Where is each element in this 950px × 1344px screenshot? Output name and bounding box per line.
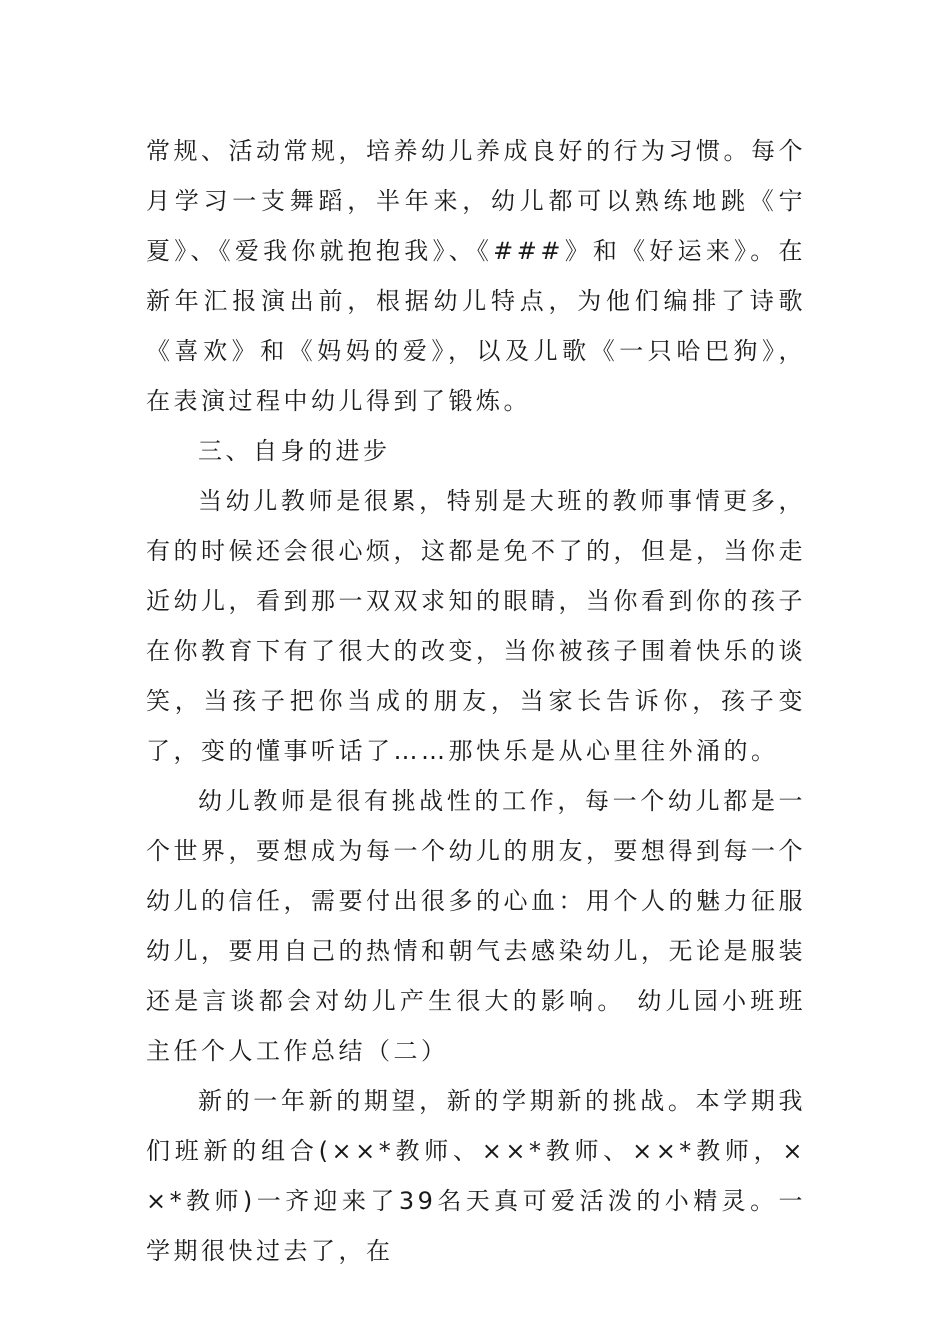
paragraph-teacher-challenge: 幼儿教师是很有挑战性的工作，每一个幼儿都是一个世界，要想成为每一个幼儿的朋友，要想得到每一个幼儿的信任，需要付出很多的心血：用个人的魅力征服幼儿，要用自己的热情和朝气去感染幼儿，无论是服装还是言谈都会对幼儿产生很大的影响。 幼儿园小班班主任个人工作总结（二）	[146, 787, 806, 1065]
section-heading-self-progress: 三、自身的进步	[198, 437, 391, 465]
paragraph-new-semester: 新的一年新的期望，新的学期新的挑战。本学期我们班新的组合(××*教师、××*教师、××*教师，××*教师)一齐迎来了39名天真可爱活泼的小精灵。一学期很快过去了，在	[146, 1087, 806, 1265]
paragraph-teacher-joy: 当幼儿教师是很累，特别是大班的教师事情更多，有的时候还会很心烦，这都是免不了的，但是，当你走近幼儿，看到那一双双求知的眼睛，当你看到你的孩子在你教育下有了很大的改变，当你被孩子围着快乐的谈笑，当孩子把你当成的朋友，当家长告诉你，孩子变了，变的懂事听话了……那快乐是从心里往外涌的。	[146, 487, 806, 765]
paragraph-routine-dance: 常规、活动常规，培养幼儿养成良好的行为习惯。每个月学习一支舞蹈，半年来，幼儿都可以熟练地跳《宁夏》、《爱我你就抱抱我》、《###》和《好运来》。在新年汇报演出前，根据幼儿特点，为他们编排了诗歌《喜欢》和《妈妈的爱》，以及儿歌《一只哈巴狗》，在表演过程中幼儿得到了锻炼。	[146, 137, 806, 415]
document-page	[146, 126, 806, 1276]
